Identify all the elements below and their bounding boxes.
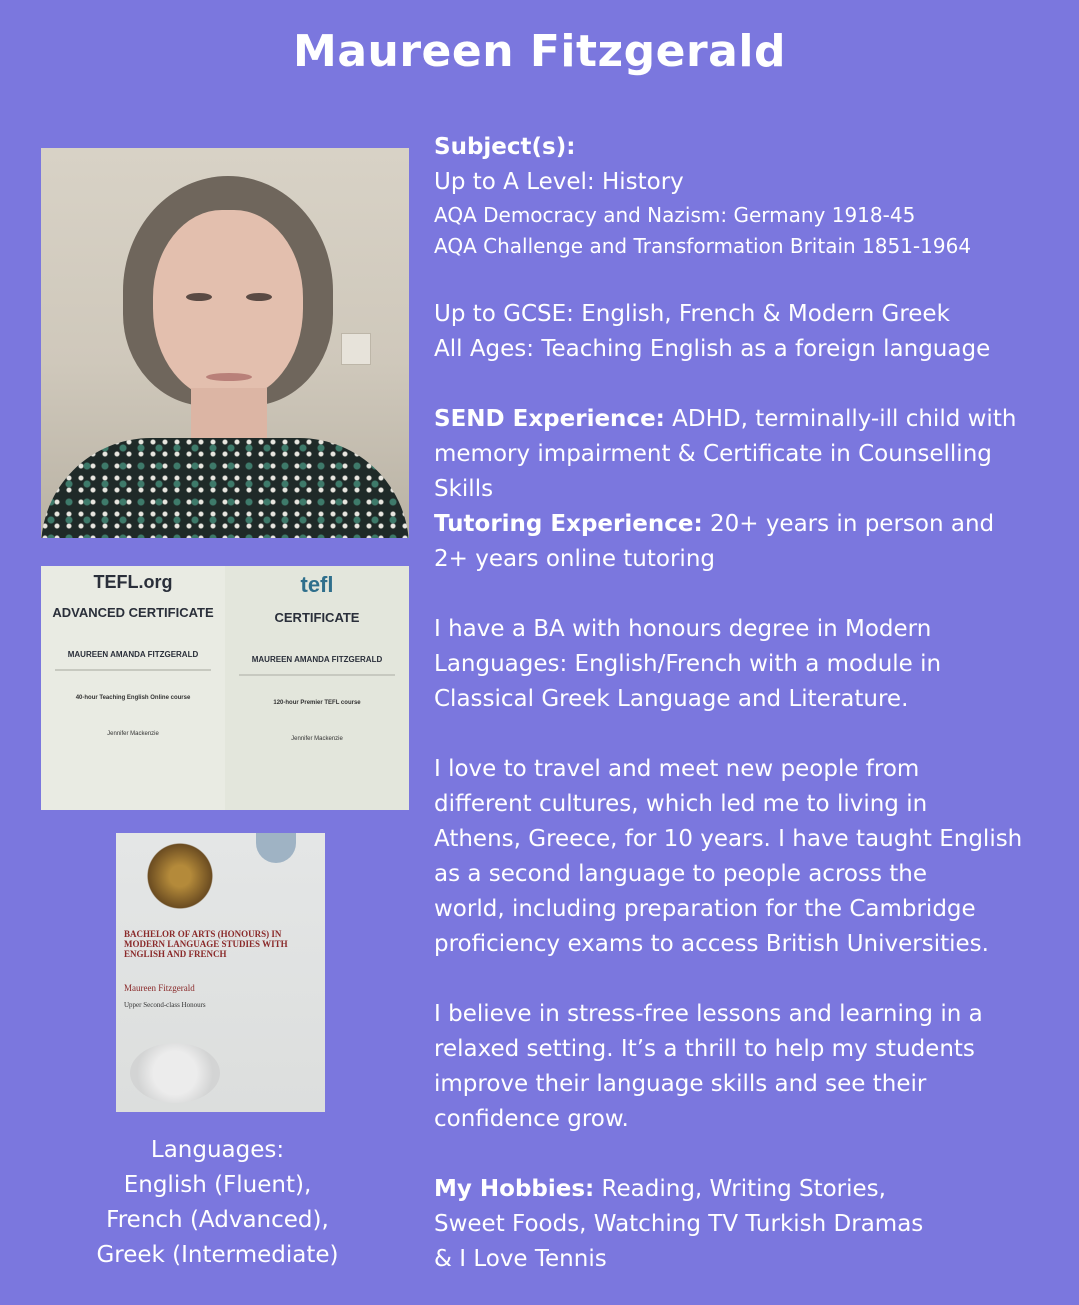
hobbies-text: & I Love Tennis [434, 1246, 607, 1272]
profile-details [434, 130, 1064, 1277]
university-badge-icon [256, 833, 296, 863]
crest-icon [140, 841, 220, 911]
cert2-heading: CERTIFICATE [274, 610, 360, 625]
tefl-advanced-certificate-image [41, 566, 225, 810]
subject-aqa-1: AQA Democracy and Nazism: Germany 1918-45 [434, 203, 916, 227]
belief-paragraph-line: confidence grow. [434, 1106, 629, 1132]
profile-photo [41, 148, 409, 538]
languages-heading: Languages: [150, 1137, 285, 1163]
subject-gcse: Up to GCSE: English, French & Modern Greek [434, 301, 950, 327]
send-text: ADHD, terminally-ill child with [664, 406, 1017, 432]
travel-paragraph-line: world, including preparation for the Cambridge [434, 896, 976, 922]
cert2-name: MAUREEN AMANDA FITZGERALD [251, 655, 383, 664]
travel-paragraph-line: Athens, Greece, for 10 years. I have taught English [434, 826, 1023, 852]
degree-title: BACHELOR OF ARTS (HONOURS) IN MODERN LANGUAGE STUDIES WITH ENGLISH AND FRENCH [124, 929, 288, 959]
hobbies-text: Reading, Writing Stories, [594, 1176, 886, 1202]
travel-paragraph-line: different cultures, which led me to living in [434, 791, 928, 817]
cert1-logo: TEFL.org [93, 572, 173, 592]
tutoring-text: 2+ years online tutoring [434, 546, 715, 572]
language-item: Greek (Intermediate) [96, 1242, 339, 1268]
hobbies-label: My Hobbies: [434, 1176, 595, 1202]
cert1-name: MAUREEN AMANDA FITZGERALD [67, 650, 199, 659]
cert1-signatory: Jennifer Mackenzie [107, 731, 159, 737]
subject-a-level: Up to A Level: History [434, 169, 684, 195]
embossed-seal-icon [130, 1043, 220, 1103]
page-title: Maureen Fitzgerald [293, 26, 786, 77]
subject-all-ages: All Ages: Teaching English as a foreign language [434, 336, 991, 362]
subject-aqa-2: AQA Challenge and Transformation Britain 1851-1964 [434, 234, 972, 258]
cert1-heading: ADVANCED CERTIFICATE [52, 605, 214, 620]
hobbies-text: Sweet Foods, Watching TV Turkish Dramas [434, 1211, 924, 1237]
degree-grade: Upper Second-class Honours [124, 1001, 206, 1009]
tutoring-text: 20+ years in person and [702, 511, 995, 537]
send-text: Skills [434, 476, 494, 502]
degree-certificate-image [116, 833, 325, 1112]
belief-paragraph-line: I believe in stress-free lessons and learning in a [434, 1001, 983, 1027]
send-text: memory impairment & Certificate in Counselling [434, 441, 992, 467]
travel-paragraph-line: as a second language to people across the [434, 861, 927, 887]
cert1-course: 40-hour Teaching English Online course [75, 695, 191, 701]
language-item: English (Fluent), [123, 1172, 312, 1198]
subjects-heading: Subject(s): [434, 134, 576, 160]
languages-section [60, 1133, 375, 1273]
tefl-premier-certificate-image [225, 566, 409, 810]
belief-paragraph-line: relaxed setting. It’s a thrill to help my students [434, 1036, 975, 1062]
degree-name: Maureen Fitzgerald [124, 983, 195, 993]
cert2-signatory: Jennifer Mackenzie [291, 736, 343, 742]
cert2-course: 120-hour Premier TEFL course [273, 700, 361, 706]
degree-paragraph-line: Languages: English/French with a module in [434, 651, 942, 677]
tutoring-label: Tutoring Experience: [434, 511, 703, 537]
cert2-logo: tefl [300, 572, 334, 597]
travel-paragraph-line: proficiency exams to access British Universities. [434, 931, 989, 957]
degree-paragraph-line: I have a BA with honours degree in Modern [434, 616, 932, 642]
belief-paragraph-line: improve their language skills and see their [434, 1071, 927, 1097]
degree-paragraph-line: Classical Greek Language and Literature. [434, 686, 909, 712]
travel-paragraph-line: I love to travel and meet new people from [434, 756, 920, 782]
send-label: SEND Experience: [434, 406, 665, 432]
language-item: French (Advanced), [106, 1207, 329, 1233]
